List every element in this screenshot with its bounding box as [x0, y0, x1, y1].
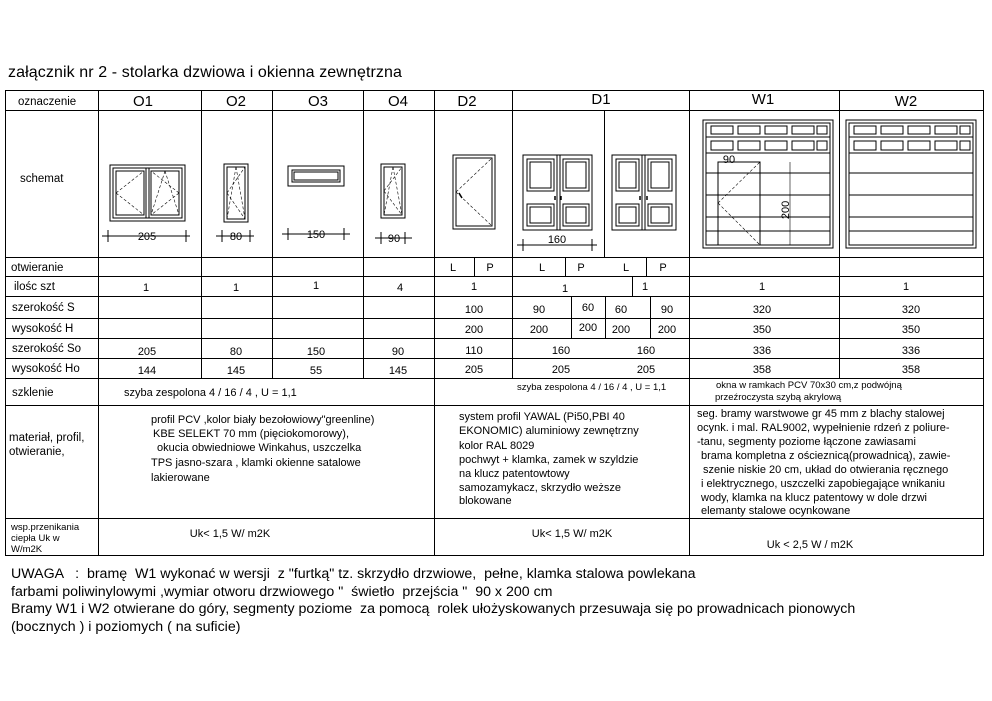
material-drzwi-7: blokowane [459, 495, 512, 507]
ilosc-w1: 1 [758, 281, 766, 293]
wysokosc-ho-o2: 145 [226, 365, 246, 377]
note-line: UWAGA : bramę W1 wykonać w wersji z "furtką" tz. skrzydło drzwiowe, pełne, klamka stalowa powlekana [11, 566, 696, 582]
material-bramy-3: -tanu, segmenty poziome łączone zawiasami [697, 436, 916, 448]
szerokosc-so-w2: 336 [901, 345, 921, 357]
notes-block [11, 566, 855, 636]
row-label-szerokosc-so: szerokość So [12, 343, 82, 355]
material-drzwi-2: EKONOMIC) aluminiowy zewnętrzny [459, 425, 639, 437]
material-bramy-1: seg. bramy warstwowe gr 45 mm z blachy stalowej [697, 408, 945, 420]
wysokosc-ho-d1a: 205 [551, 364, 571, 376]
dim-w1-height: 200 [780, 200, 792, 220]
material-drzwi-3: kolor RAL 8029 [459, 440, 535, 452]
wysokosc-ho-o4: 145 [388, 365, 408, 377]
dim-w1-width: 90 [722, 154, 736, 166]
uk-okna: Uk< 1,5 W/ m2K [189, 528, 271, 540]
material-bramy-6: i elektrycznego, uszczelki zapobiegające wnikaniu [701, 478, 945, 490]
material-drzwi-4: pochwyt + klamka, zamek w szyldzie [459, 454, 639, 466]
col-header-o1: O1 [132, 93, 154, 110]
szerokosc-s-d1c: 60 [614, 304, 628, 316]
uk-bramy: Uk < 2,5 W / m2K [766, 539, 854, 551]
szerokosc-so-w1: 336 [752, 345, 772, 357]
col-header-o3: O3 [307, 93, 329, 110]
ilosc-o3: 1 [312, 280, 320, 292]
wysokosc-h-w1: 350 [752, 324, 772, 336]
szerokosc-s-w2: 320 [901, 304, 921, 316]
szerokosc-so-o1: 205 [137, 346, 157, 358]
ilosc-o4: 4 [396, 282, 404, 294]
ilosc-o2: 1 [232, 282, 240, 294]
row-label-wysokosc-h: wysokość H [12, 323, 74, 335]
otwieranie-d2-l: L [449, 262, 457, 274]
window-o4-drawing [375, 164, 412, 244]
material-bramy-5: szenie niskie 20 cm, układ do otwierania ręcznego [703, 464, 949, 476]
uk-drzwi: Uk< 1,5 W/ m2K [531, 528, 613, 540]
material-bramy-8: elemanty stalowe ocynkowane [701, 505, 851, 517]
szerokosc-so-o3: 150 [306, 346, 326, 358]
material-drzwi-6: samozamykacz, skrzydło weższe [459, 482, 621, 494]
row-label-material-1: materiał, profil, [9, 432, 85, 444]
door-d2-drawing [453, 155, 495, 229]
material-okna-4: TPS jasno-szara , klamki okienne satalowe [151, 457, 361, 469]
ilosc-w2: 1 [902, 281, 910, 293]
wysokosc-ho-d2: 205 [464, 364, 484, 376]
row-label-wysokosc-ho: wysokość Ho [12, 363, 80, 375]
ilosc-d1b: 1 [641, 281, 649, 293]
material-bramy-2: ocynk. i mal. RAL9002, wypełnienie rdzeń z poliure- [697, 422, 950, 434]
row-label-oznaczenie: oznaczenie [18, 96, 77, 108]
material-drzwi-5: na klucz patentowtowy [459, 468, 570, 480]
row-label-szerokosc-s: szerokość S [12, 302, 75, 314]
wysokosc-h-d1a: 200 [529, 324, 549, 336]
ilosc-o1: 1 [142, 282, 150, 294]
dim-o4: 90 [387, 233, 401, 245]
material-okna-5: lakierowane [151, 472, 210, 484]
col-header-d1: D1 [591, 91, 611, 108]
wysokosc-h-d1b: 200 [578, 322, 598, 334]
otwieranie-d2-p: P [486, 262, 494, 274]
row-label-wsp-2: ciepła Uk w [11, 533, 60, 544]
ilosc-d1: 1 [561, 283, 569, 295]
col-header-o2: O2 [225, 93, 247, 110]
wysokosc-h-d1c: 200 [611, 324, 631, 336]
wysokosc-ho-d1b: 205 [636, 364, 656, 376]
wysokosc-ho-o1: 144 [137, 365, 157, 377]
dim-o2: 80 [229, 231, 243, 243]
szerokosc-so-d1b: 160 [636, 345, 656, 357]
row-label-material-2: otwieranie, [9, 446, 65, 458]
szerokosc-s-d1b: 60 [581, 302, 595, 314]
szklenie-okna: szyba zespolona 4 / 16 / 4 , U = 1,1 [124, 387, 297, 399]
ilosc-d2: 1 [470, 281, 478, 293]
material-okna-3: okucia obwiedniowe Winkahus, uszczelka [157, 442, 362, 454]
material-bramy-7: wody, klamka na klucz patentowy w dole drzwi [701, 492, 928, 504]
row-label-wsp-1: wsp.przenikania [11, 522, 80, 533]
col-header-w2: W2 [894, 93, 918, 110]
szerokosc-so-d2: 110 [465, 345, 483, 357]
gate-w2-drawing [846, 120, 976, 248]
otwieranie-d1-p: P [577, 262, 585, 274]
material-drzwi-1: system profil YAWAL (Pi50,PBI 40 [459, 411, 625, 423]
note-line: Bramy W1 i W2 otwierane do góry, segmenty poziome za pomocą rolek ułożyskowanych przesuwaja się po prowadnicach pionowych [11, 601, 856, 618]
col-header-o4: O4 [387, 93, 409, 110]
otwieranie-d1-l: L [538, 262, 546, 274]
szerokosc-s-d1a: 90 [532, 304, 546, 316]
szklenie-drzwi: szyba zespolona 4 / 16 / 4 , U = 1,1 [517, 382, 667, 393]
col-header-w1: W1 [751, 91, 775, 108]
row-label-schemat: schemat [20, 173, 64, 185]
dim-o1: 205 [137, 231, 157, 243]
szerokosc-so-o2: 80 [229, 346, 243, 358]
wysokosc-h-d1d: 200 [657, 324, 677, 336]
wysokosc-ho-o3: 55 [309, 365, 323, 377]
wysokosc-h-d2: 200 [464, 324, 484, 336]
dim-o3: 150 [306, 229, 326, 241]
row-label-ilosc: ilośc szt [14, 281, 55, 293]
szklenie-bramy-1: okna w ramkach PCV 70x30 cm,z podwójną [716, 380, 902, 391]
door-d1-second-drawing [612, 155, 676, 230]
szerokosc-so-o4: 90 [391, 346, 405, 358]
row-label-otwieranie: otwieranie [11, 262, 64, 274]
szklenie-bramy-2: przeźroczysta szybą akrylową [715, 392, 842, 403]
wysokosc-ho-w2: 358 [901, 364, 921, 376]
material-bramy-4: brama kompletna z ościeznicą(prowadnicą), zawie- [701, 450, 951, 462]
col-header-d2: D2 [457, 93, 477, 110]
otwieranie-d1b-l: L [622, 262, 630, 274]
page-title: załącznik nr 2 - stolarka dzwiowa i okienna zewnętrzna [8, 64, 403, 81]
note-line: farbami poliwinylowymi ,wymiar otworu drzwiowego " świetło przejścia " 90 x 200 cm [11, 583, 553, 600]
szerokosc-s-w1: 320 [752, 304, 772, 316]
row-label-wsp-3: W/m2K [11, 544, 43, 555]
wysokosc-h-w2: 350 [901, 324, 921, 336]
szerokosc-s-d2: 100 [464, 304, 484, 316]
gate-w1-drawing [703, 120, 833, 248]
dim-d1: 160 [547, 234, 567, 246]
wysokosc-ho-w1: 358 [752, 364, 772, 376]
material-okna-2: KBE SELEKT 70 mm (pięciokomorowy), [153, 428, 350, 440]
szerokosc-s-d1d: 90 [660, 304, 674, 316]
row-label-szklenie: szklenie [12, 387, 54, 399]
material-okna-1: profil PCV ,kolor biały bezołowiowy"greenline) [151, 414, 375, 426]
szerokosc-so-d1a: 160 [551, 345, 571, 357]
otwieranie-d1b-p: P [659, 262, 667, 274]
note-line: (bocznych ) i poziomych ( na suficie) [11, 618, 241, 635]
